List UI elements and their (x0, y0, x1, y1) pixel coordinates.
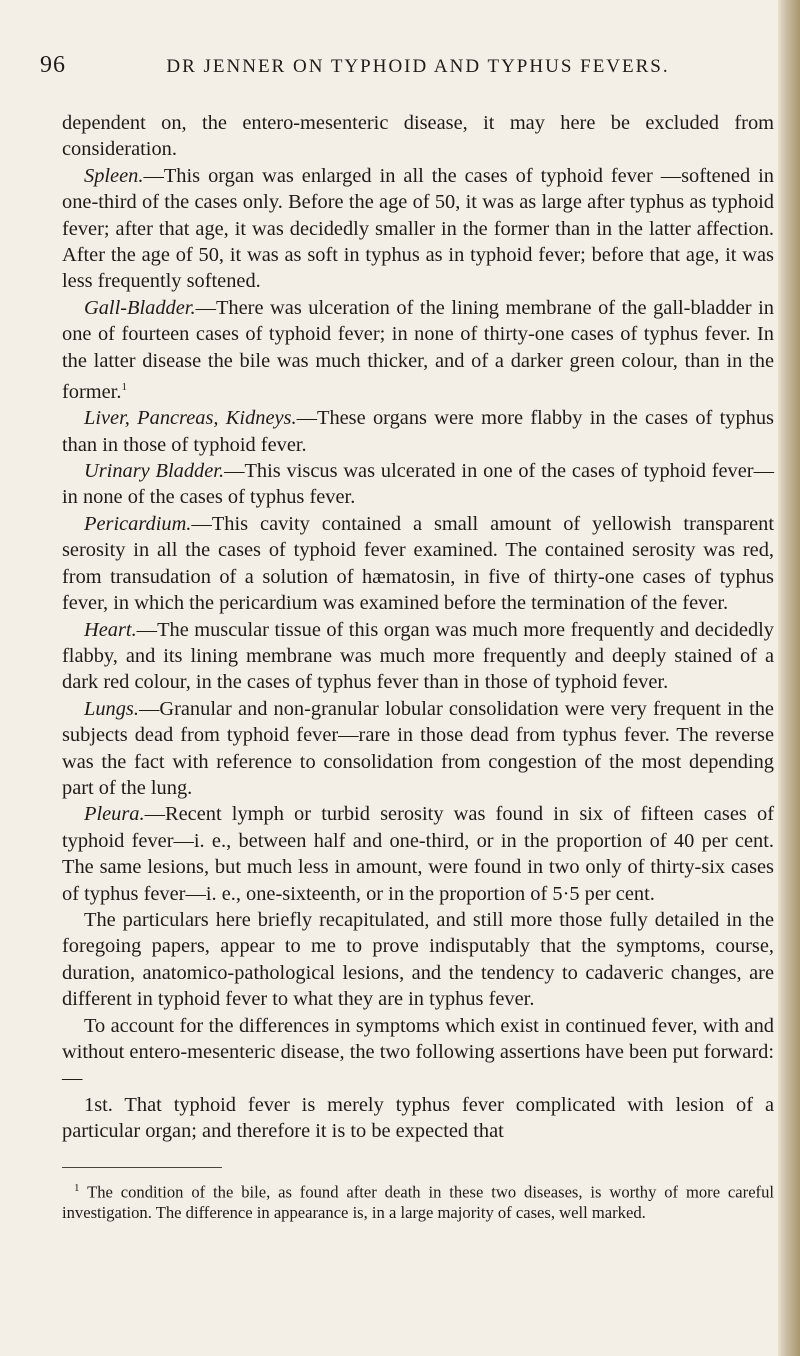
section-heading: Gall-Bladder. (84, 296, 196, 319)
paragraph-first-assertion (62, 1092, 774, 1145)
running-title: DR JENNER ON TYPHOID AND TYPHUS FEVERS. (166, 56, 670, 77)
section-heading: Lungs. (84, 697, 139, 720)
footnote (62, 1178, 774, 1224)
paragraph-lungs (62, 696, 774, 802)
paragraph-summary (62, 907, 774, 1013)
paragraph-text: —This organ was enlarged in all the cases of typhoid fever —softened in one-third of the cases only. Before the age of 50, it was as large after typhus as typhoid fever; after that age, it was decidedly smaller in the former than in the latter affection. After the age of 50, it was as soft in typhus as in typhoid fever; before that age, it was less frequently softened. (62, 164, 774, 293)
book-page (40, 52, 774, 1223)
paragraph-text: —There was ulceration of the lining membrane of the gall-bladder in one of fourteen cases of typhoid fever; in none of thirty-one cases of typhus fever. In the latter disease the bile was much thicker, and of a darker green colour, than in the former. (62, 296, 774, 403)
footnote-marker: 1 (74, 1181, 80, 1194)
paragraph-text: —The muscular tissue of this organ was much more frequently and decidedly flabby, and its lining membrane was much more frequently and deeply stained of a dark red colour, in the cases of typhus fever than in those of typhoid fever. (62, 618, 774, 694)
paragraph-spleen (62, 163, 774, 295)
body-text (62, 110, 774, 1145)
page-header (40, 52, 774, 92)
paragraph-pleura (62, 801, 774, 907)
paragraph-text: dependent on, the entero-mesenteric disease, it may here be excluded from consideration. (62, 112, 774, 161)
paragraph-text: 1st. That typhoid fever is merely typhus fever complicated with lesion of a particular organ; and therefore it is to be expected that (62, 1093, 774, 1143)
paragraph-gall-bladder (62, 295, 774, 405)
book-gutter-shadow (778, 0, 800, 1356)
section-heading: Heart. (84, 618, 137, 641)
paragraph-urinary-bladder (62, 458, 774, 511)
section-heading: Spleen. (84, 164, 144, 187)
paragraph-text: —These organs were more flabby in the cases of typhus than in those of typhoid fever. (62, 407, 774, 456)
footnote-text: The condition of the bile, as found after death in these two diseases, is worthy of more careful investigation. The difference in appearance is, in a large majority of cases, well marked. (62, 1182, 774, 1223)
paragraph-text: —Recent lymph or turbid serosity was found in six of fifteen cases of typhoid fever—i. e., between half and one-third, or in the proportion of 40 per cent. The same lesions, but much less in amount, were found in two only of thirty-six cases of typhus fever—i. e., one-sixteenth, or in the proportion of 5·5 per cent. (62, 803, 774, 905)
paragraph-differences (62, 1013, 774, 1092)
section-heading: Pleura. (84, 803, 145, 826)
paragraph-heart (62, 617, 774, 696)
paragraph-text: —This viscus was ulcerated in one of the cases of typhoid fever—in none of the cases of typhus fever. (62, 460, 774, 509)
page-number: 96 (40, 52, 66, 78)
footnote-reference: 1 (121, 381, 127, 394)
section-heading: Urinary Bladder. (84, 460, 225, 483)
paragraph-text: The particulars here briefly recapitulated, and still more those fully detailed in the foregoing papers, appear to me to prove indisputably that the symptoms, course, duration, anatomico-pathological lesions, and the tendency to cadaveric changes, are different in typhoid fever to what they are in typhus fever. (62, 908, 774, 1011)
section-heading: Pericardium. (84, 512, 192, 535)
paragraph-pericardium (62, 511, 774, 617)
footnote-divider (62, 1167, 222, 1168)
paragraph-text: —Granular and non-granular lobular consolidation were very frequent in the subjects dead from typhoid fever—rare in those dead from typhus fever. The reverse was the fact with reference to consolidation from congestion of the most depending part of the lung. (62, 697, 774, 799)
section-heading: Liver, Pancreas, Kidneys. (84, 407, 297, 430)
paragraph (62, 110, 774, 163)
paragraph-text: To account for the differences in symptoms which exist in continued fever, with and without entero-mesenteric disease, the two following assertions have been put forward:— (62, 1014, 774, 1090)
paragraph-liver (62, 405, 774, 458)
paragraph-text: —This cavity contained a small amount of yellowish transparent serosity in all the cases of typhoid fever examined. The contained serosity was red, from transudation of a solution of hæmatosin, in five of thirty-one cases of typhus fever, in which the pericardium was examined before the termination of the fever. (62, 512, 774, 615)
